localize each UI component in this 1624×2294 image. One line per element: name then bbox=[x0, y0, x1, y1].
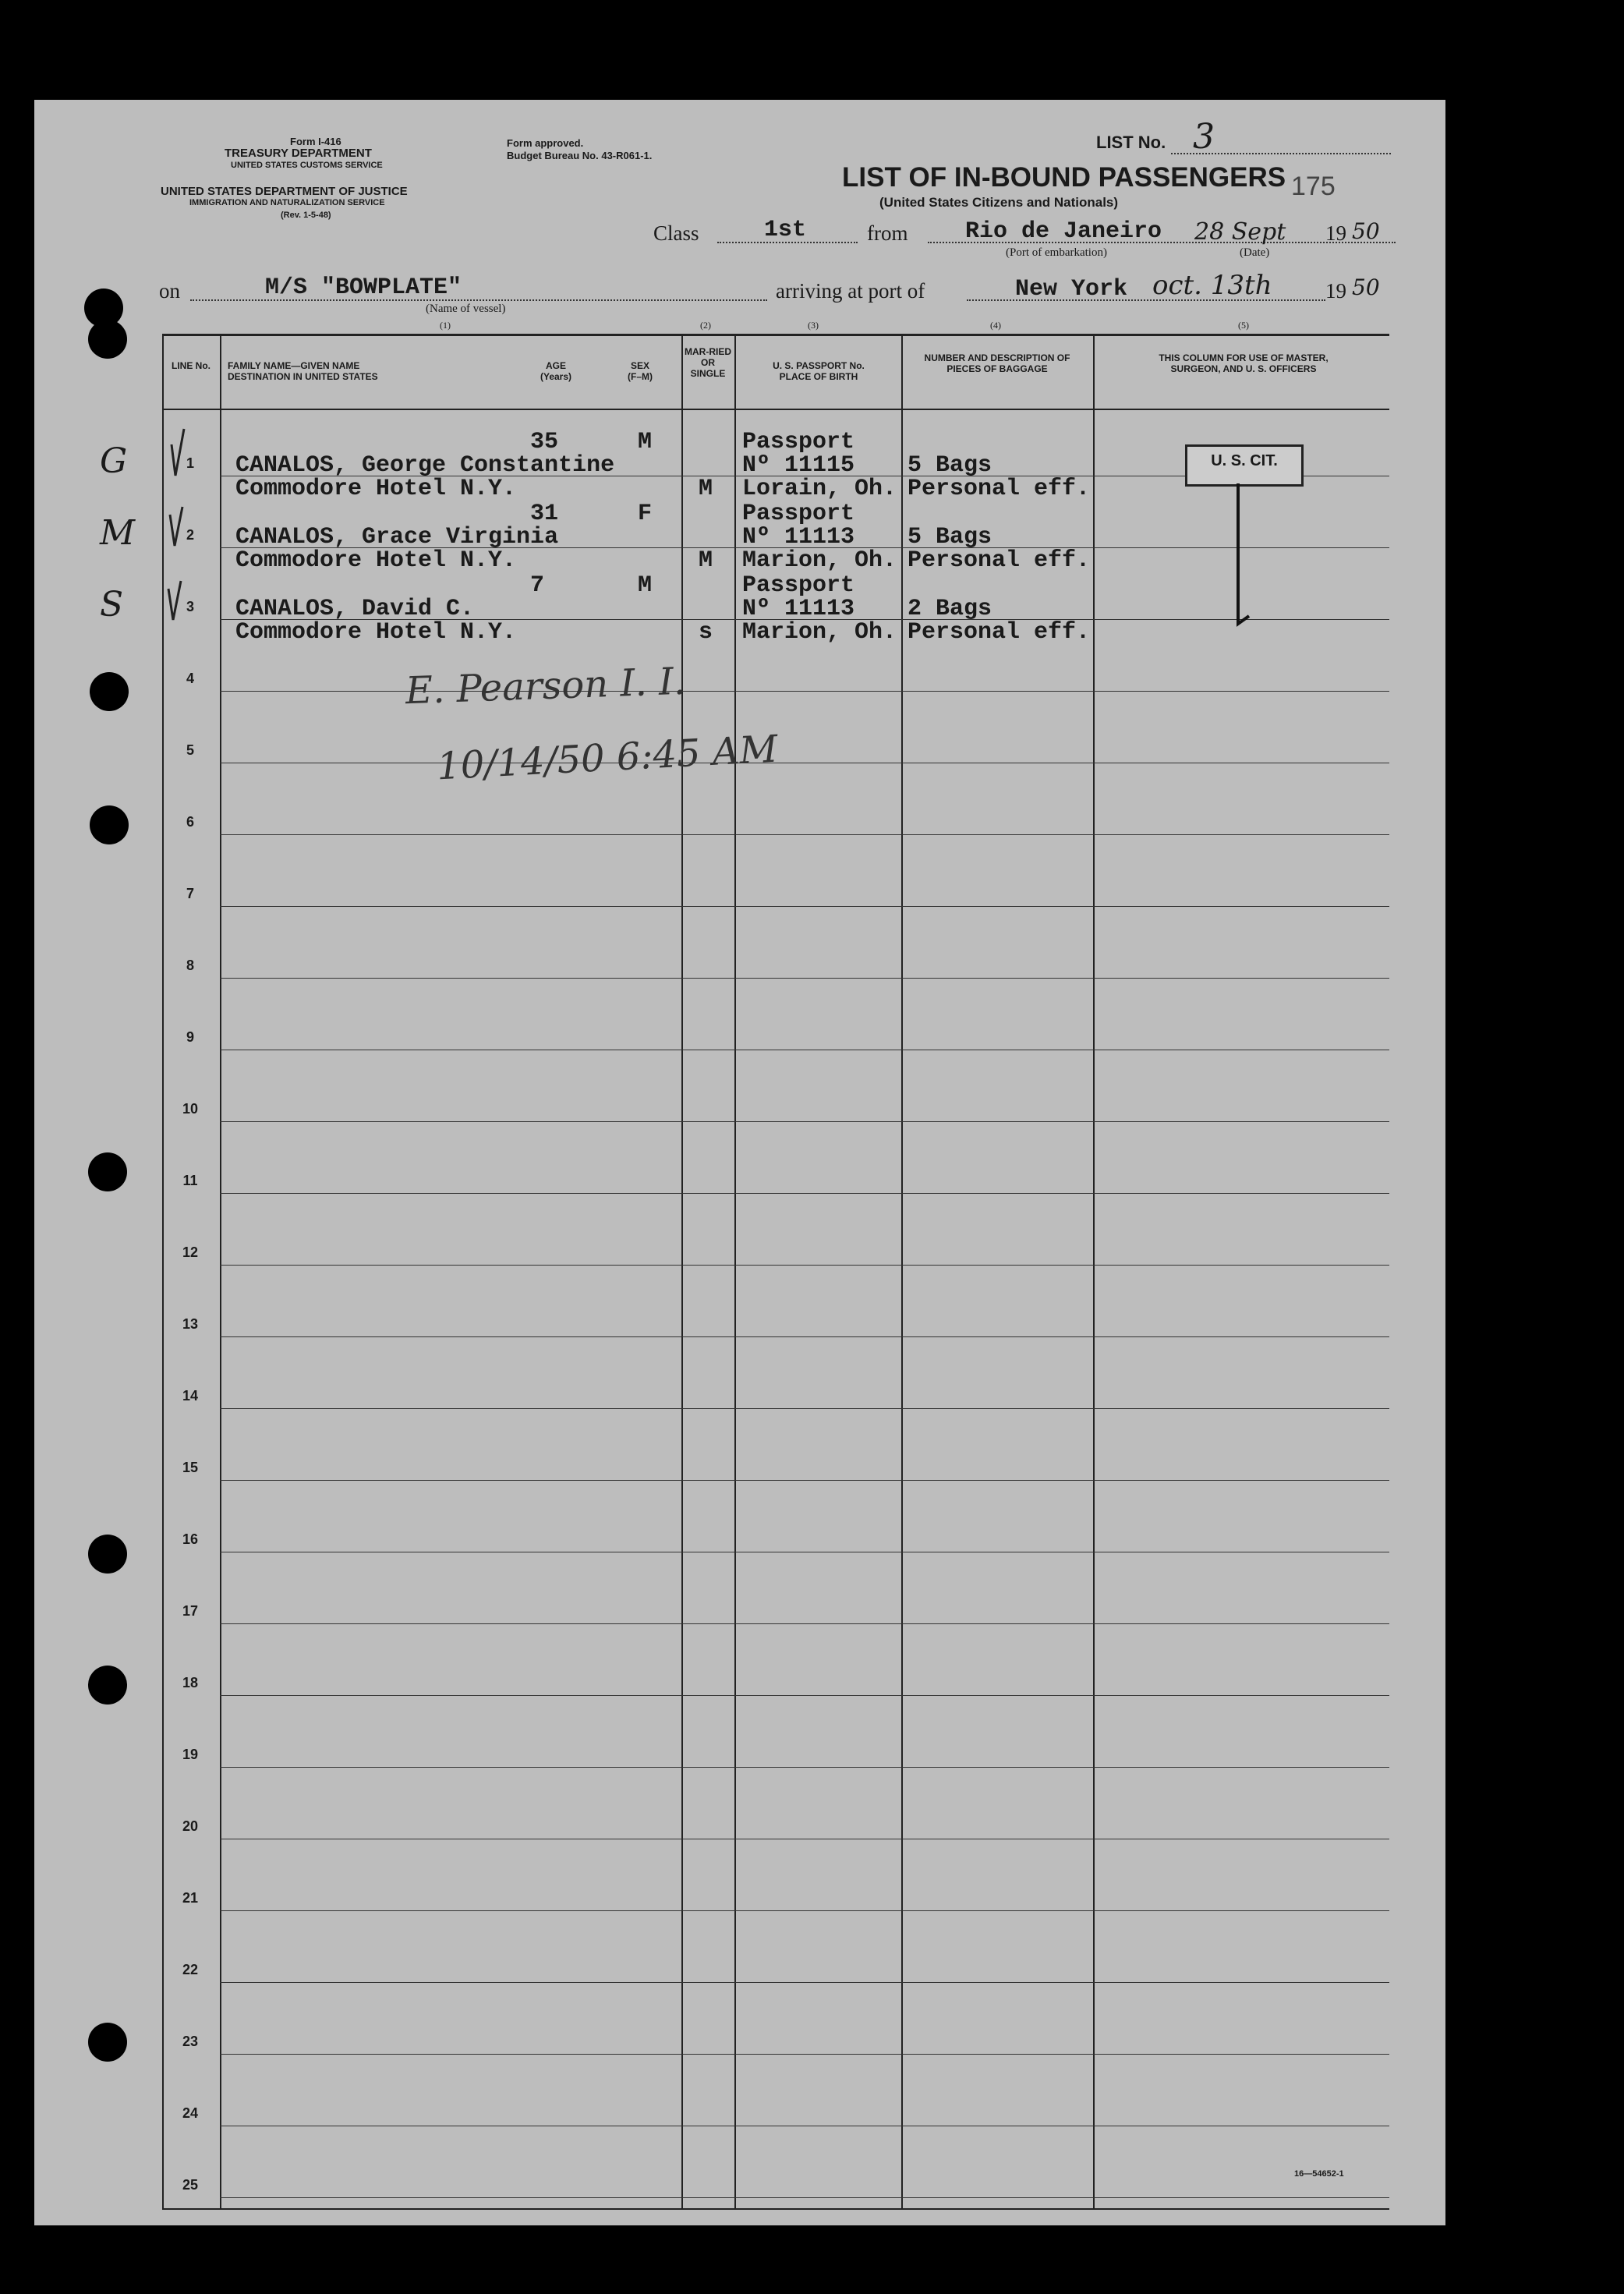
class-value: 1st bbox=[764, 217, 807, 243]
header-baggage: NUMBER AND DESCRIPTION OF PIECES OF BAGGAGE bbox=[924, 352, 1070, 374]
line-number: 12 bbox=[182, 1244, 199, 1260]
row-rule bbox=[220, 1767, 1389, 1768]
vessel-name: M/S "BOWPLATE" bbox=[265, 274, 462, 301]
passenger-marital-status: M bbox=[699, 476, 713, 502]
col-number-3: (3) bbox=[808, 320, 819, 331]
row-rule bbox=[220, 978, 1389, 979]
row-rule bbox=[220, 1265, 1389, 1266]
passport-label: Passport bbox=[742, 501, 855, 527]
justice-label: UNITED STATES DEPARTMENT OF JUSTICE bbox=[161, 185, 408, 198]
revision-label: (Rev. 1-5-48) bbox=[281, 211, 331, 220]
punch-hole bbox=[88, 1152, 127, 1191]
passenger-age: 31 bbox=[530, 501, 559, 527]
line-number: 18 bbox=[182, 1675, 199, 1690]
inspection-datetime: 10/14/50 6:45 AM bbox=[435, 727, 779, 789]
on-label: on bbox=[159, 279, 180, 303]
line-number: 24 bbox=[182, 2105, 199, 2121]
approval-label: Form approved. bbox=[507, 137, 584, 149]
line-number: 6 bbox=[186, 814, 194, 830]
arriving-label: arriving at port of bbox=[776, 279, 925, 303]
list-no-label: LIST No. bbox=[1096, 133, 1166, 152]
col-number-5: (5) bbox=[1238, 320, 1249, 331]
line-number: 15 bbox=[182, 1460, 199, 1475]
row-rule bbox=[220, 1910, 1389, 1911]
row-rule bbox=[220, 1982, 1389, 1983]
year-prefix: 19 bbox=[1325, 221, 1346, 245]
passenger-marital-status: M bbox=[699, 547, 713, 574]
baggage-count: 5 Bags bbox=[908, 524, 992, 550]
line-number: 22 bbox=[182, 1962, 199, 1977]
baggage-count: 2 Bags bbox=[908, 596, 992, 622]
passport-number: Nº 11113 bbox=[742, 596, 855, 622]
ins-label: IMMIGRATION AND NATURALIZATION SERVICE bbox=[189, 198, 385, 207]
arrival-year-suffix: 50 bbox=[1352, 274, 1380, 300]
row-rule bbox=[220, 1623, 1389, 1624]
punch-hole bbox=[88, 2023, 127, 2062]
line-number: 1 bbox=[186, 455, 194, 471]
margin-check-marks bbox=[125, 421, 187, 639]
us-cit-stamp-text: U. S. CIT. bbox=[1211, 452, 1278, 469]
row-rule bbox=[220, 1695, 1389, 1696]
row-rule bbox=[220, 691, 1389, 692]
row-rule bbox=[220, 1408, 1389, 1409]
embarkation-date: 28 Sept bbox=[1194, 218, 1286, 246]
header-destination: DESTINATION IN UNITED STATES bbox=[228, 371, 378, 382]
passenger-name: CANALOS, Grace Virginia bbox=[235, 524, 559, 550]
page-number: 175 bbox=[1291, 172, 1336, 201]
header-passport: U. S. PASSPORT No. bbox=[773, 360, 865, 371]
header-sex: SEX bbox=[630, 360, 649, 371]
punch-hole bbox=[88, 320, 127, 359]
line-number: 3 bbox=[186, 599, 194, 614]
line-number: 4 bbox=[186, 671, 194, 686]
arrival-port: New York bbox=[1015, 276, 1128, 303]
line-number: 9 bbox=[186, 1029, 194, 1045]
document-subtitle: (United States Citizens and Nationals) bbox=[879, 195, 1119, 210]
class-label: Class bbox=[653, 221, 699, 245]
header-officers: THIS COLUMN FOR USE OF MASTER, SURGEON, AND U. S. OFFICERS bbox=[1159, 352, 1329, 374]
manifest-page bbox=[34, 100, 1445, 2225]
header-age: AGE bbox=[545, 360, 566, 371]
line-number: 19 bbox=[182, 1747, 199, 1762]
embarkation-port: Rio de Janeiro bbox=[965, 218, 1162, 245]
line-number: 20 bbox=[182, 1818, 199, 1834]
col-number-2: (2) bbox=[700, 320, 711, 331]
list-no-value: 3 bbox=[1193, 117, 1215, 157]
year-suffix: 50 bbox=[1352, 218, 1380, 244]
line-number: 25 bbox=[182, 2177, 199, 2193]
birthplace: Marion, Oh. bbox=[742, 619, 897, 646]
arrival-year-prefix: 19 bbox=[1325, 279, 1346, 303]
passenger-age: 7 bbox=[530, 572, 545, 599]
row-rule bbox=[220, 2054, 1389, 2055]
date-caption: (Date) bbox=[1240, 246, 1270, 259]
footer-code: 16—54652-1 bbox=[1294, 2169, 1344, 2179]
header-sex-unit: (F–M) bbox=[628, 371, 653, 382]
col-number-1: (1) bbox=[440, 320, 451, 331]
passenger-sex: M bbox=[638, 429, 653, 455]
treasury-label: TREASURY DEPARTMENT bbox=[225, 147, 372, 160]
row-rule bbox=[220, 1480, 1389, 1481]
header-age-unit: (Years) bbox=[540, 371, 572, 382]
row-rule bbox=[220, 1121, 1389, 1122]
line-number: 10 bbox=[182, 1101, 199, 1117]
row-rule bbox=[220, 834, 1389, 835]
punch-hole bbox=[90, 672, 129, 711]
margin-initial: S bbox=[100, 585, 124, 625]
row-rule bbox=[220, 1193, 1389, 1194]
passenger-name: CANALOS, George Constantine bbox=[235, 452, 615, 479]
arrival-date: oct. 13th bbox=[1152, 270, 1272, 301]
birthplace: Lorain, Oh. bbox=[742, 476, 897, 502]
line-number: 23 bbox=[182, 2034, 199, 2049]
header-marital: MAR-RIED OR SINGLE bbox=[685, 346, 731, 379]
budget-label: Budget Bureau No. 43-R061-1. bbox=[507, 150, 653, 161]
passenger-sex: M bbox=[638, 572, 653, 599]
line-number: 2 bbox=[186, 527, 194, 543]
passport-label: Passport bbox=[742, 572, 855, 599]
passport-number: Nº 11113 bbox=[742, 524, 855, 550]
line-number: 7 bbox=[186, 886, 194, 901]
line-number: 11 bbox=[182, 1173, 198, 1188]
passenger-marital-status: s bbox=[699, 619, 713, 646]
document-title: LIST OF IN-BOUND PASSENGERS bbox=[842, 162, 1286, 193]
passenger-age: 35 bbox=[530, 429, 559, 455]
punch-hole bbox=[88, 1666, 127, 1705]
row-rule bbox=[220, 906, 1389, 907]
line-number: 14 bbox=[182, 1388, 199, 1404]
passport-label: Passport bbox=[742, 429, 855, 455]
passenger-destination: Commodore Hotel N.Y. bbox=[235, 547, 517, 574]
baggage-description: Personal eff. bbox=[908, 547, 1091, 574]
passenger-name: CANALOS, David C. bbox=[235, 596, 475, 622]
from-label: from bbox=[867, 221, 908, 245]
port-caption: (Port of embarkation) bbox=[1006, 246, 1107, 259]
margin-initial: M bbox=[100, 513, 136, 553]
header-name: FAMILY NAME—GIVEN NAME bbox=[228, 360, 360, 371]
passenger-destination: Commodore Hotel N.Y. bbox=[235, 476, 517, 502]
line-number: 21 bbox=[182, 1890, 199, 1906]
header-birth: PLACE OF BIRTH bbox=[779, 371, 858, 382]
margin-initial: G bbox=[100, 441, 128, 481]
customs-label: UNITED STATES CUSTOMS SERVICE bbox=[231, 161, 383, 170]
baggage-description: Personal eff. bbox=[908, 476, 1091, 502]
line-number: 5 bbox=[186, 742, 194, 758]
punch-hole bbox=[90, 805, 129, 844]
inspector-signature: E. Pearson I. I. bbox=[405, 659, 686, 713]
row-rule bbox=[220, 1336, 1389, 1337]
baggage-count: 5 Bags bbox=[908, 452, 992, 479]
line-number: 8 bbox=[186, 958, 194, 973]
passenger-destination: Commodore Hotel N.Y. bbox=[235, 619, 517, 646]
vessel-caption: (Name of vessel) bbox=[426, 303, 506, 315]
birthplace: Marion, Oh. bbox=[742, 547, 897, 574]
passport-number: Nº 11115 bbox=[742, 452, 855, 479]
punch-hole bbox=[88, 1535, 127, 1574]
line-number: 17 bbox=[182, 1603, 199, 1619]
col-number-4: (4) bbox=[990, 320, 1001, 331]
form-number: Form I-416 bbox=[290, 136, 341, 147]
line-number: 16 bbox=[182, 1531, 199, 1547]
passenger-sex: F bbox=[638, 501, 653, 527]
baggage-description: Personal eff. bbox=[908, 619, 1091, 646]
row-rule bbox=[220, 2197, 1389, 2198]
bracket-mark bbox=[1216, 483, 1263, 632]
line-number: 13 bbox=[182, 1316, 199, 1332]
header-line-no: LINE No. bbox=[172, 360, 211, 371]
